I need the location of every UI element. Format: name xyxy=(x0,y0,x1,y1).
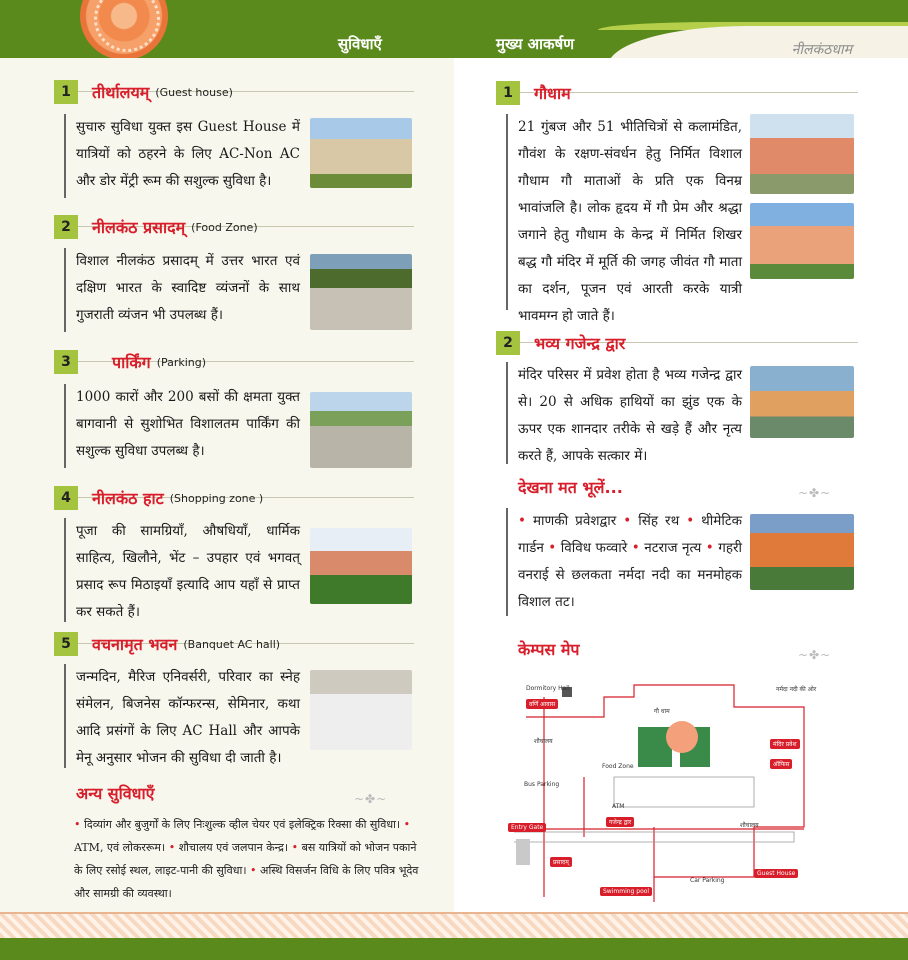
gaudham-photo xyxy=(750,114,854,194)
list-item: नटराज नृत्य xyxy=(644,540,702,556)
footer-band xyxy=(0,938,908,960)
attraction-title: भव्य गजेन्द्र द्वार xyxy=(534,334,626,353)
gajendra-gate-photo xyxy=(750,366,854,438)
map-label-shauchalay: शौचालय xyxy=(534,738,553,745)
section-number: 1 xyxy=(496,81,520,105)
other-facilities-list: • दिव्यांग और बुजुर्गों के लिए निःशुल्क व्हील चेयर एवं इलेक्ट्रिक रिक्सा की सुविधा। • ATM, एवं लोकररूम। • शौचालय एवं जलपान केन्द्र। • बस यात्रियों को भोजन पकाने के लिए रसोई स्थल, लाइट-पानी की सुविधा। • अस्थि विसर्जन विधि के लिए पवित्र भूदेव और सामग्री की व्यवस्था। xyxy=(74,818,419,900)
section-number: 5 xyxy=(54,632,78,656)
map-tag-prashadam[interactable]: प्रसादम् xyxy=(550,857,572,867)
facility-description xyxy=(64,664,300,768)
brand-logo-text: नीलकंठधाम xyxy=(791,42,852,58)
facility-text: सुचारु सुविधा युक्त इस Guest House में यात्रियों को ठहरने के लिए AC-Non AC और डोर मेंट्री रूम की सशुल्क सुविधा है। xyxy=(76,119,300,189)
map-label-narmada: नर्मदा नदी की ओर xyxy=(776,686,817,693)
section-number: 3 xyxy=(54,350,78,374)
map-label-bus-parking: Bus Parking xyxy=(524,781,560,788)
facility-description xyxy=(64,248,300,332)
list-item: शौचालय एवं जलपान केन्द्र। xyxy=(178,841,289,854)
list-item: माणकी प्रवेशद्वार xyxy=(532,513,617,529)
map-label-atm: ATM xyxy=(612,803,625,810)
dont-miss-list: • माणकी प्रवेशद्वार • सिंह रथ • थीमेटिक गार्डन • विविध फव्वारे • नटराज नृत्य • गहरी वनराई से छलकता नर्मदा नदी का मनमोहक विशाल तट। xyxy=(506,508,742,616)
campus-map-lines xyxy=(504,677,860,907)
shopping-zone-photo xyxy=(310,528,412,604)
facility-subtitle: (Food Zone) xyxy=(191,220,258,234)
section-number: 2 xyxy=(54,215,78,239)
ornament-divider-icon: ~✤~ xyxy=(354,792,388,806)
map-tag-varni[interactable]: वर्णि आवास xyxy=(526,699,558,709)
map-label-car-parking: Car Parking xyxy=(690,877,725,884)
facility-title: तीर्थालयम् xyxy=(92,83,150,102)
attraction-title: गौधाम xyxy=(534,84,571,103)
list-item: सिंह रथ xyxy=(638,513,680,529)
other-facilities-title: अन्य सुविधाएँ xyxy=(76,784,155,803)
facility-header xyxy=(54,350,206,374)
ornament-divider-icon: ~✤~ xyxy=(798,486,832,500)
facility-text: 1000 कारों और 200 बसों की क्षमता युक्त बागवानी से सुशोभित विशालतम पार्किंग की सशुल्क सुविधा उपलब्ध है। xyxy=(76,389,300,459)
dont-miss-title: देखना मत भूलें... xyxy=(518,478,623,497)
facility-description xyxy=(64,114,300,198)
section-number: 1 xyxy=(54,80,78,104)
parking-photo xyxy=(310,392,412,468)
facility-title: नीलकंठ प्रसादम् xyxy=(92,218,186,237)
singh-rath-photo xyxy=(750,514,854,590)
banquet-hall-photo xyxy=(310,670,412,750)
attraction-text: मंदिर परिसर में प्रवेश होता है भव्य गजेन्द्र द्वार से। 20 से अधिक हाथियों का झुंड एक के ऊपर एक शानदार तरीके से खड़े हैं और नृत्य करते हैं, आपके सत्कार में। xyxy=(518,367,742,464)
facility-description xyxy=(64,518,300,622)
map-label-gau-dham: गौ धाम xyxy=(654,708,670,715)
section-number: 2 xyxy=(496,331,520,355)
nav-attractions: मुख्य आकर्षण xyxy=(496,35,575,53)
attraction-header xyxy=(496,331,625,355)
facility-text: जन्मदिन, मैरिज एनिवर्सरी, परिवार का स्नेह संमेलन, बिजनेस कॉन्फरन्स, सेमिनार, कथा आदि प्रसंगों के लिए AC Hall और आपके मेनू अनुसार भोजन की सुविधा दी जाती है। xyxy=(76,669,300,766)
facility-description xyxy=(64,384,300,468)
facility-header xyxy=(54,80,233,104)
nav-facilities: सुविधाएँ xyxy=(338,35,382,53)
facility-subtitle: (Banquet AC hall) xyxy=(183,637,281,651)
list-item: ATM, एवं लोकररूम। xyxy=(74,841,166,854)
facility-title: पार्किंग xyxy=(112,353,151,372)
campus-map-title: केम्पस मेप xyxy=(518,640,580,659)
attraction-description xyxy=(506,114,742,324)
facility-header xyxy=(54,215,258,239)
facility-subtitle: (Parking) xyxy=(156,355,207,369)
map-label-food-zone: Food Zone xyxy=(602,763,634,770)
map-tag-gajendra[interactable]: गजेन्द्र द्वार xyxy=(606,817,634,827)
gau-mandir-photo xyxy=(750,203,854,279)
facility-title: नीलकंठ हाट xyxy=(92,489,164,508)
attraction-text: 21 गुंबज और 51 भीतिचित्रों से कलामंडित, गौवंश के रक्षण-संवर्धन हेतु निर्मित विशाल गौधाम गौ माताओं के प्रति एक विनम्र भावांजलि है। लोक हृदय में गौ प्रेम और श्रद्धा जगाने हेतु गौधाम के केन्द्र में निर्मित शिखर बद्ध गौ मंदिर में मूर्ति की जगह जीवंत गौ माता का दर्शन, पूजन एवं आरती करके यात्री भावमग्न हो जाते हैं। xyxy=(518,119,742,324)
map-tag-swimming-pool[interactable]: Swimming pool xyxy=(600,887,652,896)
footer-pattern xyxy=(0,912,908,938)
facility-subtitle: (Shopping zone ) xyxy=(169,491,264,505)
map-label-dormitory: Dormitory Hall xyxy=(526,685,570,692)
food-zone-photo xyxy=(310,254,412,330)
list-item: थीमेटिक गार्डन xyxy=(518,513,743,556)
map-tag-office[interactable]: ऑफिस xyxy=(770,759,792,769)
facility-text: पूजा की सामग्रियाँ, औषधियाँ, धार्मिक साहित्य, खिलौने, भेंट – उपहार एवं भगवत् प्रसाद रूप मिठाइयाँ इत्यादि आप यहाँ से प्राप्त कर सकते हैं। xyxy=(76,523,300,620)
facility-subtitle: (Guest house) xyxy=(155,85,233,99)
list-item: बस यात्रियों को भोजन पकाने के लिए रसोई स्थल, लाइट-पानी की सुविधा। xyxy=(74,841,417,877)
map-tag-guest-house[interactable]: Guest House xyxy=(754,869,798,878)
facility-title: वचनामृत भवन xyxy=(92,635,178,654)
facility-text: विशाल नीलकंठ प्रसादम् में उत्तर भारत एवं दक्षिण भारत के स्वादिष्ट व्यंजनों के साथ गुजराती व्यंजन भी उपलब्ध हैं। xyxy=(76,253,300,323)
facility-header xyxy=(54,632,280,656)
map-tag-entry-gate[interactable]: Entry Gate xyxy=(508,823,546,832)
facility-header xyxy=(54,486,263,510)
list-item: दिव्यांग और बुजुर्गों के लिए निःशुल्क व्हील चेयर एवं इलेक्ट्रिक रिक्सा की सुविधा। xyxy=(84,818,401,831)
ornament-divider-icon: ~✤~ xyxy=(798,648,832,662)
guest-house-photo xyxy=(310,118,412,188)
list-item: विविध फव्वारे xyxy=(560,540,628,556)
list-item: गहरी वनराई से छलकता नर्मदा नदी का मनमोहक विशाल तट। xyxy=(518,540,743,610)
attraction-description xyxy=(506,362,742,464)
map-tag-mandir[interactable]: मंदिर प्रवेश xyxy=(770,739,800,749)
attraction-header xyxy=(496,81,571,105)
campus-map[interactable] xyxy=(504,677,860,907)
list-item: अस्थि विसर्जन विधि के लिए पवित्र भूदेव और सामग्री की व्यवस्था। xyxy=(74,864,419,900)
section-number: 4 xyxy=(54,486,78,510)
map-label-shauchalay: शौचालय xyxy=(740,822,759,829)
